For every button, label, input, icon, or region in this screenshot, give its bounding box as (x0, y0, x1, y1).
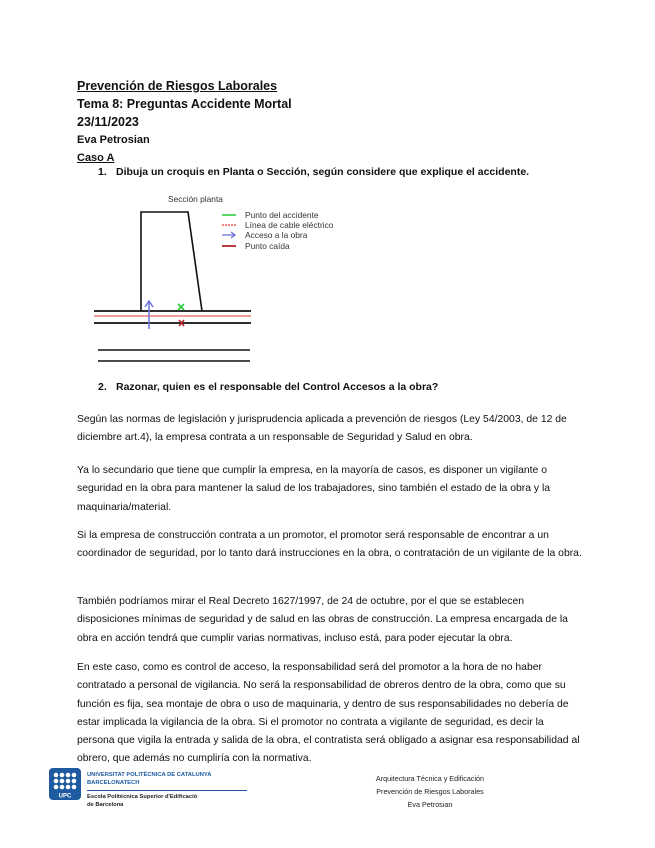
accident-point-icon (178, 304, 184, 310)
answer-paragraph: También podríamos mirar el Real Decreto 1627/1997, de 24 de octubre, por el que se establecen disposiciones mínimas de seguridad y de salud en las obras de construcción. La empresa encargada de la obra en acción tendrá que cumplir varias normativas, incluso está, para poder ejecutar la obra. (77, 596, 568, 644)
case-label: Caso A (77, 152, 115, 164)
footer-line: Prevención de Riesgos Laborales (376, 787, 484, 796)
question-2 (98, 381, 438, 393)
legend-label: Punto del accidente (245, 210, 319, 220)
answer-paragraph: Según las normas de legislación y jurisprudencia aplicada a prevención de riesgos (Ley 54/2003, de 12 de diciembre art.4), la empresa contrata a un responsable de Seguridad y Salud en obra. (77, 414, 567, 444)
answer-paragraph: Ya lo secundario que tiene que cumplir la empresa, en la mayoría de casos, es disponer un vigilante o seguridad en la obra para mantener la salud de los trabajadores, sino también el estado de la obra y la maquinaria/material. (77, 465, 551, 513)
question-number: 1. (98, 166, 107, 178)
document-title: Prevención de Riesgos Laborales (77, 79, 278, 93)
legend-label: Línea de cable eléctrico (245, 220, 334, 230)
question-1 (98, 166, 529, 178)
sketch-legend (222, 210, 334, 251)
question-text: Dibuja un croquis en Planta o Sección, según considere que explique el accidente. (116, 166, 530, 178)
document-date: 23/11/2023 (77, 115, 139, 129)
university-logo (49, 768, 249, 808)
footer-line: Eva Petrosian (407, 800, 453, 809)
legend-label: Punto caída (245, 241, 290, 251)
footer-line: Arquitectura Técnica y Edificación (375, 774, 485, 783)
accident-sketch (88, 190, 348, 370)
legend-label: Acceso a la obra (245, 230, 308, 240)
question-text: Razonar, quien es el responsable del Control Accesos a la obra? (116, 381, 439, 393)
answer-paragraph: Si la empresa de construcción contrata a un promotor, el promotor será responsable de encontrar a un coordinador de seguridad, por lo tanto dará instrucciones en la obra, o contratación de un vigilante de la obra. (77, 530, 582, 560)
footer-info (345, 772, 515, 811)
building-outline (141, 212, 202, 311)
upc-emblem-icon (49, 768, 81, 800)
logo-mark-text: UPC (58, 793, 72, 800)
question-number: 2. (98, 381, 107, 393)
sketch-title: Sección planta (168, 194, 223, 204)
logo-text: UNIVERSITAT POLITÈCNICA DE CATALUNYA BARCELONATECH Escola Politècnica Superior d'Edificació de Barcelona (87, 771, 247, 809)
document-topic: Tema 8: Preguntas Accidente Mortal (77, 97, 292, 111)
answer-paragraph: En este caso, como es control de acceso, la responsabilidad será del promotor a la hora de no haber contratado a personal de vigilancia. No será la responsabilidad de obreros dentro de la obra, como que su función es fija, sea montaje de obra o uso de maquinaria, y dentro de sus responsabilidades no debería de estar implicada la vigilancia de la obra. Si el promotor no contrata a vigilante de seguridad, es decir la persona que vigila la entrada y salida de la obra, el contratista será obligado a asignar esa responsabilidad al obrero, que además no cumpliría con la normativa. (77, 662, 580, 765)
document-author: Eva Petrosian (77, 134, 150, 146)
